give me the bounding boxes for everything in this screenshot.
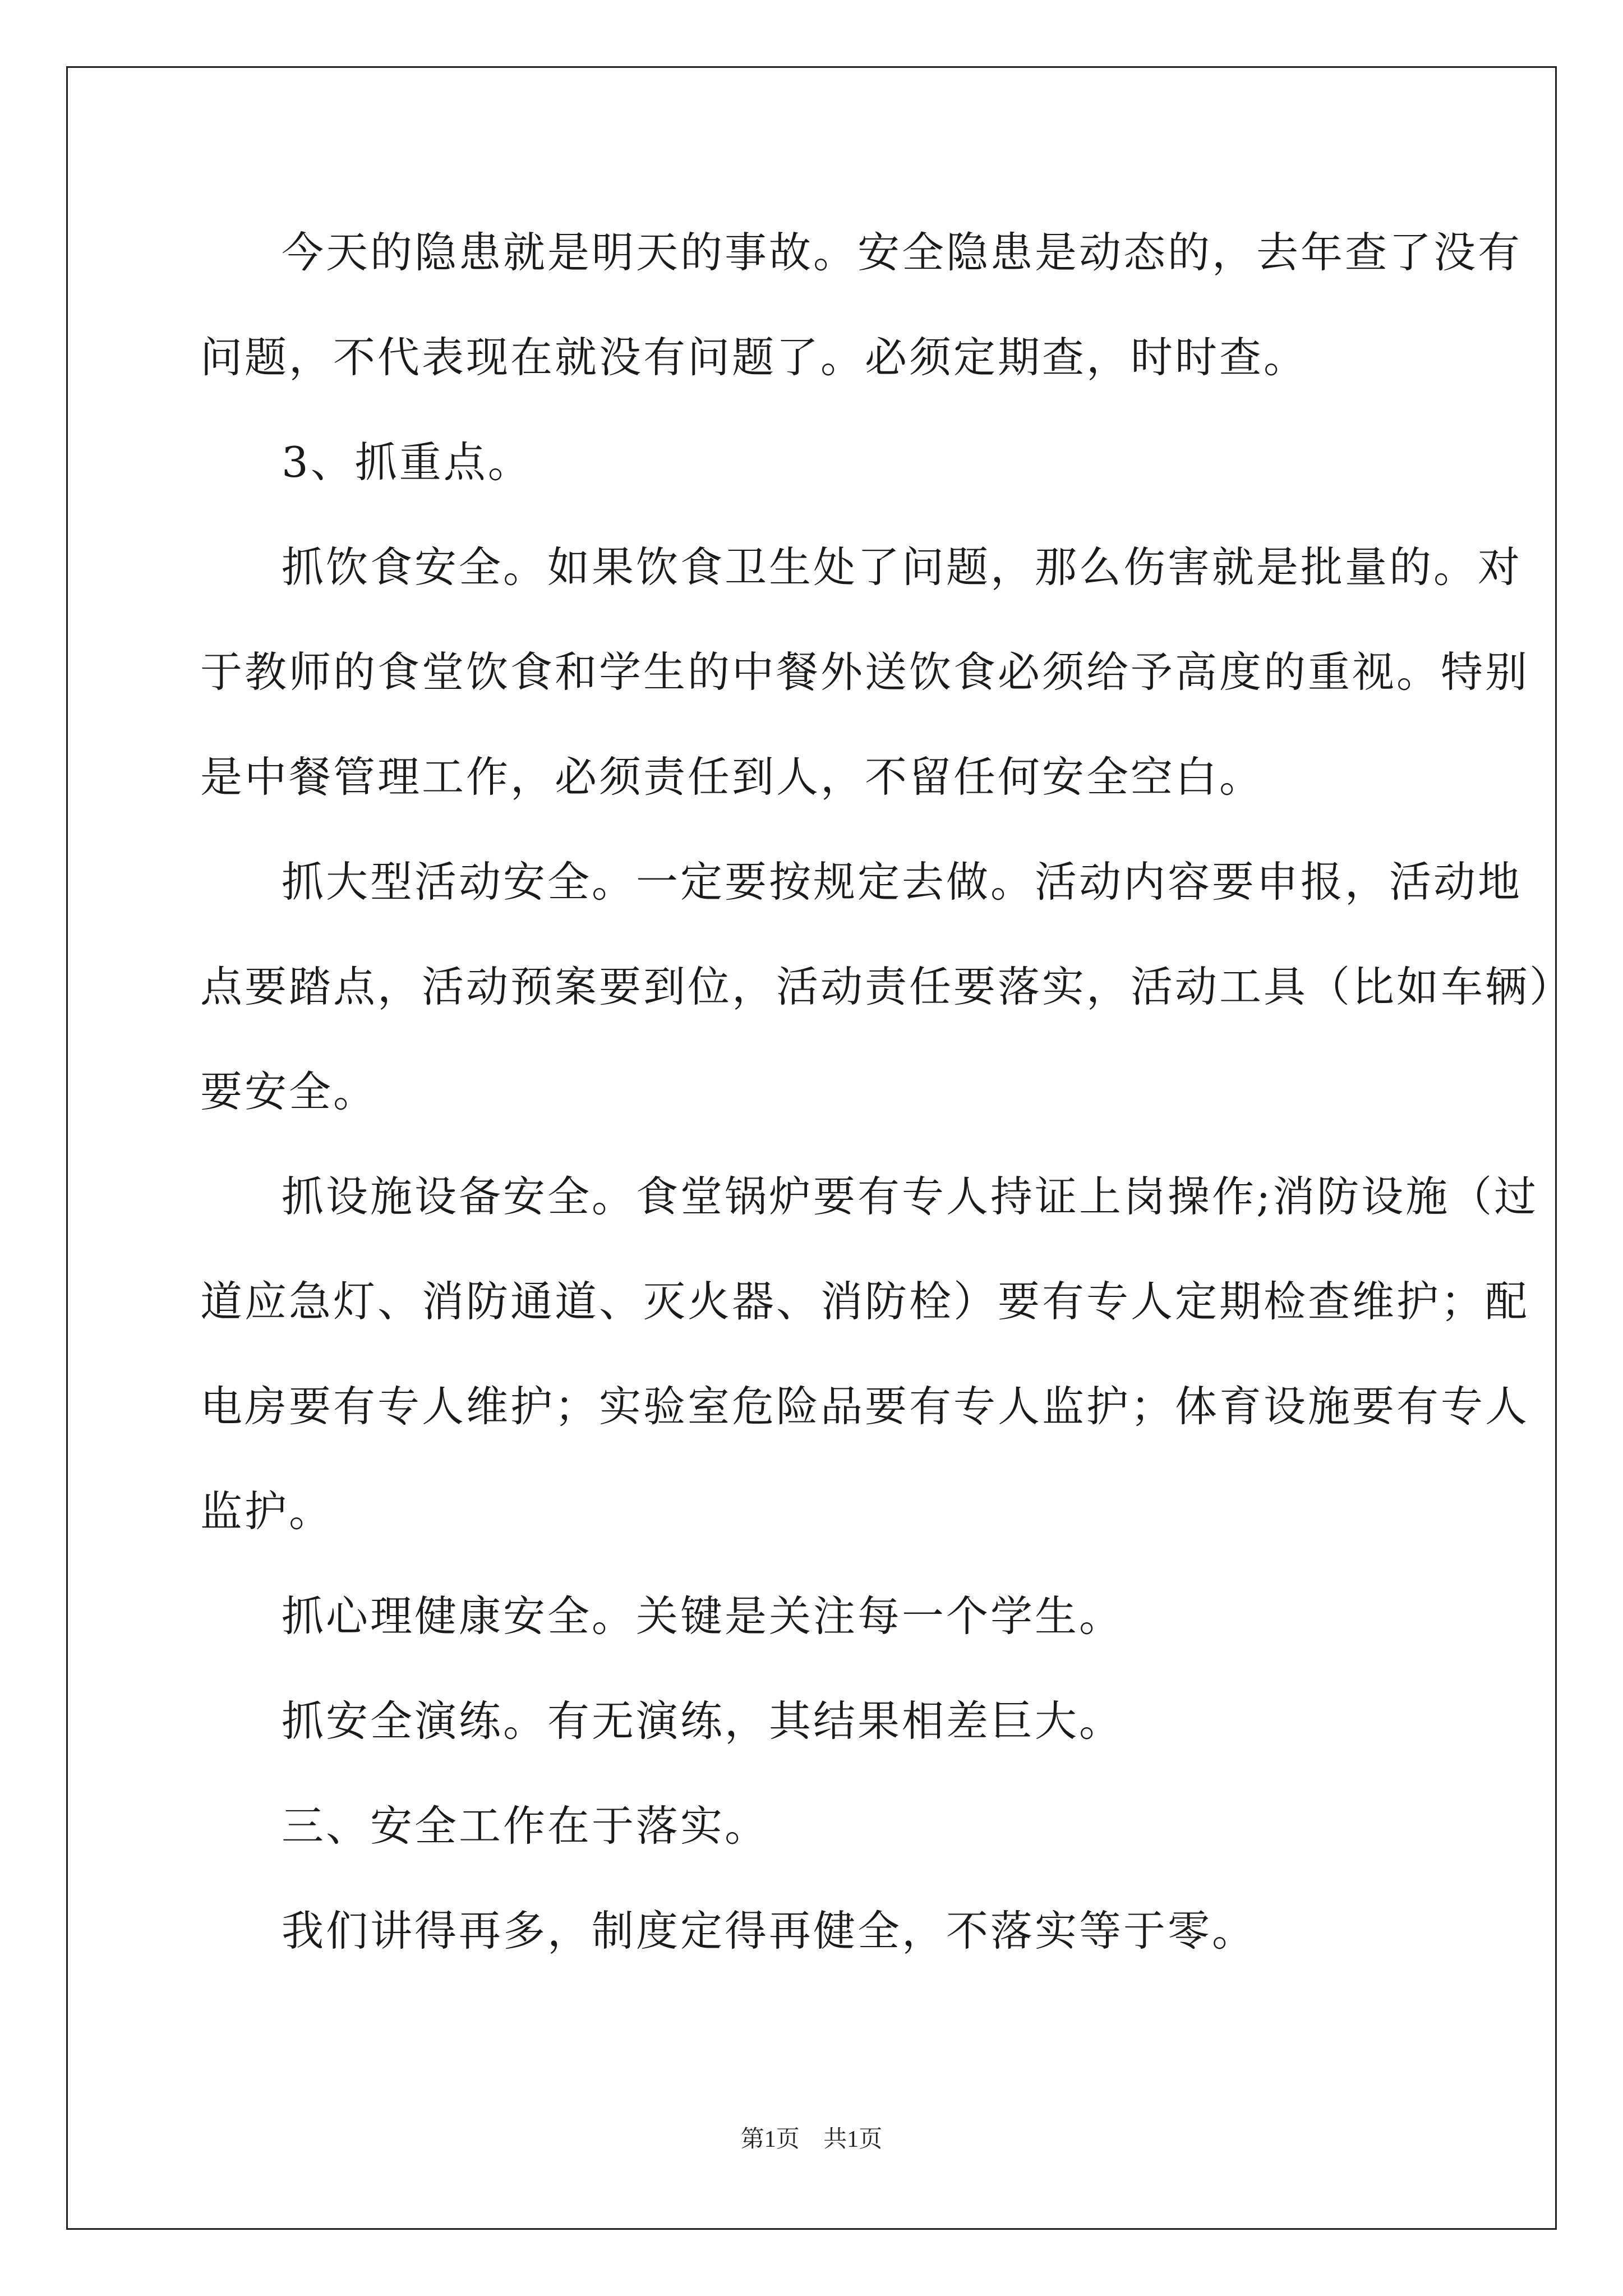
page-footer — [0, 2120, 1623, 2154]
paragraph-line: 道应急灯、消防通道、灭火器、消防栓）要有专人定期检查维护；配 — [200, 1277, 1530, 1326]
page-number: 第1页 — [740, 2127, 800, 2152]
paragraph-line: 抓设施设备安全。食堂锅炉要有专人持证上岗操作;消防设施（过 — [282, 1172, 1539, 1221]
paragraph-line: 点要踏点，活动预案要到位，活动责任要落实，活动工具（比如车辆） — [200, 962, 1574, 1011]
paragraph-line: 是中餐管理工作，必须责任到人，不留任何安全空白。 — [200, 752, 1264, 802]
paragraph-line: 抓大型活动安全。一定要按规定去做。活动内容要申报，活动地 — [282, 857, 1523, 907]
paragraph-line: 监护。 — [200, 1487, 334, 1536]
paragraph-line: 抓心理健康安全。关键是关注每一个学生。 — [282, 1591, 1124, 1641]
paragraph-line: 我们讲得再多，制度定得再健全，不落实等于零。 — [282, 1906, 1257, 1955]
paragraph-line: 问题，不代表现在就没有问题了。必须定期查，时时查。 — [200, 333, 1308, 382]
paragraph-line: 3、抓重点。 — [282, 438, 532, 487]
paragraph-line: 今天的隐患就是明天的事故。安全隐患是动态的，去年查了没有 — [282, 228, 1523, 277]
paragraph-line: 三、安全工作在于落实。 — [282, 1801, 769, 1851]
page-total: 共1页 — [823, 2127, 883, 2152]
paragraph-line: 要安全。 — [200, 1067, 378, 1116]
paragraph-line: 抓安全演练。有无演练，其结果相差巨大。 — [282, 1696, 1124, 1746]
paragraph-line: 抓饮食安全。如果饮食卫生处了问题，那么伤害就是批量的。对 — [282, 542, 1523, 592]
paragraph-line: 于教师的食堂饮食和学生的中餐外送饮食必须给予高度的重视。特别 — [200, 647, 1530, 697]
paragraph-line: 电房要有专人维护；实验室危险品要有专人监护；体育设施要有专人 — [200, 1382, 1530, 1431]
